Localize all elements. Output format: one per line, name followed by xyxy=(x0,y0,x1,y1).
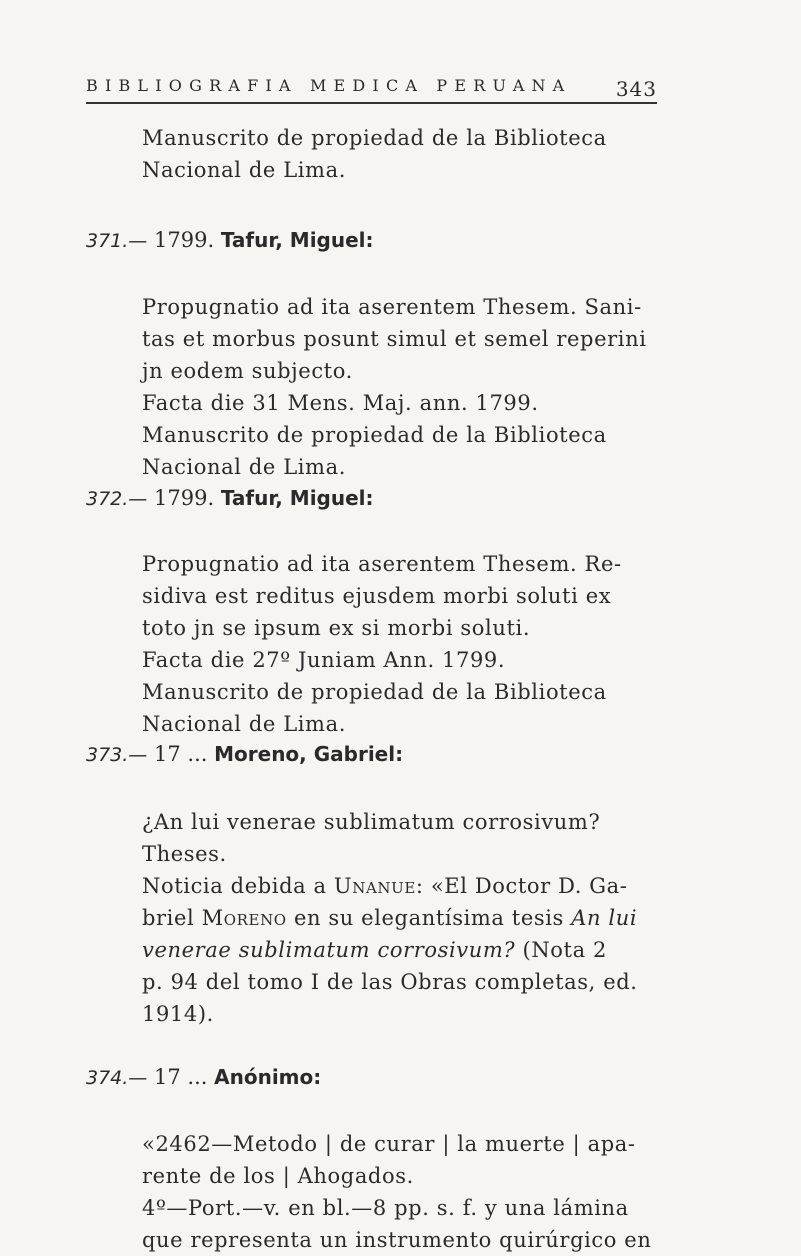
header-rule xyxy=(86,102,657,104)
entry-374-heading xyxy=(86,1061,321,1094)
text-line: «2462—Metodo | de curar | la muerte | apa- xyxy=(142,1132,636,1156)
text-line: Manuscrito de propiedad de la Biblioteca xyxy=(142,680,607,704)
text-line: Theses. xyxy=(142,842,227,866)
text-line: Nacional de Lima. xyxy=(142,158,346,182)
text-line: venerae sublimatum corrosivum? (Nota 2 xyxy=(142,938,607,962)
text-line: ¿An lui venerae sublimatum corrosivum? xyxy=(142,810,601,834)
entry-372-heading xyxy=(86,482,374,515)
text-line: Propugnatio ad ita aserentem Thesem. Re- xyxy=(142,552,622,576)
text-line: Nacional de Lima. xyxy=(142,455,346,479)
entry-373-body xyxy=(142,806,662,1030)
entry-number: 371.— xyxy=(86,230,148,252)
entry-author: Moreno, Gabriel: xyxy=(214,742,404,766)
text-line: jn eodem subjecto. xyxy=(142,359,353,383)
text-line: 1914). xyxy=(142,1002,214,1026)
entry-year: 1799. xyxy=(154,228,215,252)
entry-author: Tafur, Miguel: xyxy=(220,486,374,510)
entry-number: 373.— xyxy=(86,744,148,766)
entry-374-body xyxy=(142,1128,662,1256)
running-header xyxy=(86,76,657,101)
entry-373-heading xyxy=(86,738,403,771)
entry-number: 374.— xyxy=(86,1067,148,1089)
entry-year: 1799. xyxy=(154,486,215,510)
text-line: Noticia debida a Unanue: «El Doctor D. Ga- xyxy=(142,874,628,898)
text-line: p. 94 del tomo I de las Obras completas, ed. xyxy=(142,970,638,994)
text-line: Facta die 31 Mens. Maj. ann. 1799. xyxy=(142,391,539,415)
entry-author: Tafur, Miguel: xyxy=(220,228,374,252)
page-number: 343 xyxy=(615,77,657,101)
text-line: rente de los | Ahogados. xyxy=(142,1164,414,1188)
text-line: toto jn se ipsum ex si morbi soluti. xyxy=(142,616,531,640)
entry-author: Anónimo: xyxy=(214,1065,322,1089)
intro-paragraph xyxy=(142,122,662,186)
text-line: 4º—Port.—v. en bl.—8 pp. s. f. y una lámina xyxy=(142,1196,629,1220)
text-line: tas et morbus posunt simul et semel reperini xyxy=(142,327,647,351)
text-line: Facta die 27º Juniam Ann. 1799. xyxy=(142,648,506,672)
entry-371-heading xyxy=(86,224,374,257)
entry-372-body xyxy=(142,548,662,740)
text-line: sidiva est reditus ejusdem morbi soluti ex xyxy=(142,584,612,608)
entry-year: 17 ... xyxy=(154,742,208,766)
text-line: Nacional de Lima. xyxy=(142,712,346,736)
text-line: Manuscrito de propiedad de la Biblioteca xyxy=(142,126,607,150)
entry-number: 372.— xyxy=(86,488,148,510)
text-line: Manuscrito de propiedad de la Biblioteca xyxy=(142,423,607,447)
text-line: que representa un instrumento quirúrgico en xyxy=(142,1228,652,1252)
text-line: Propugnatio ad ita aserentem Thesem. Sani- xyxy=(142,295,642,319)
text-line: briel Moreno en su elegantísima tesis An lui xyxy=(142,906,638,930)
entry-371-body xyxy=(142,291,662,483)
running-title: BIBLIOGRAFIA MEDICA PERUANA xyxy=(86,76,572,95)
entry-year: 17 ... xyxy=(154,1065,208,1089)
